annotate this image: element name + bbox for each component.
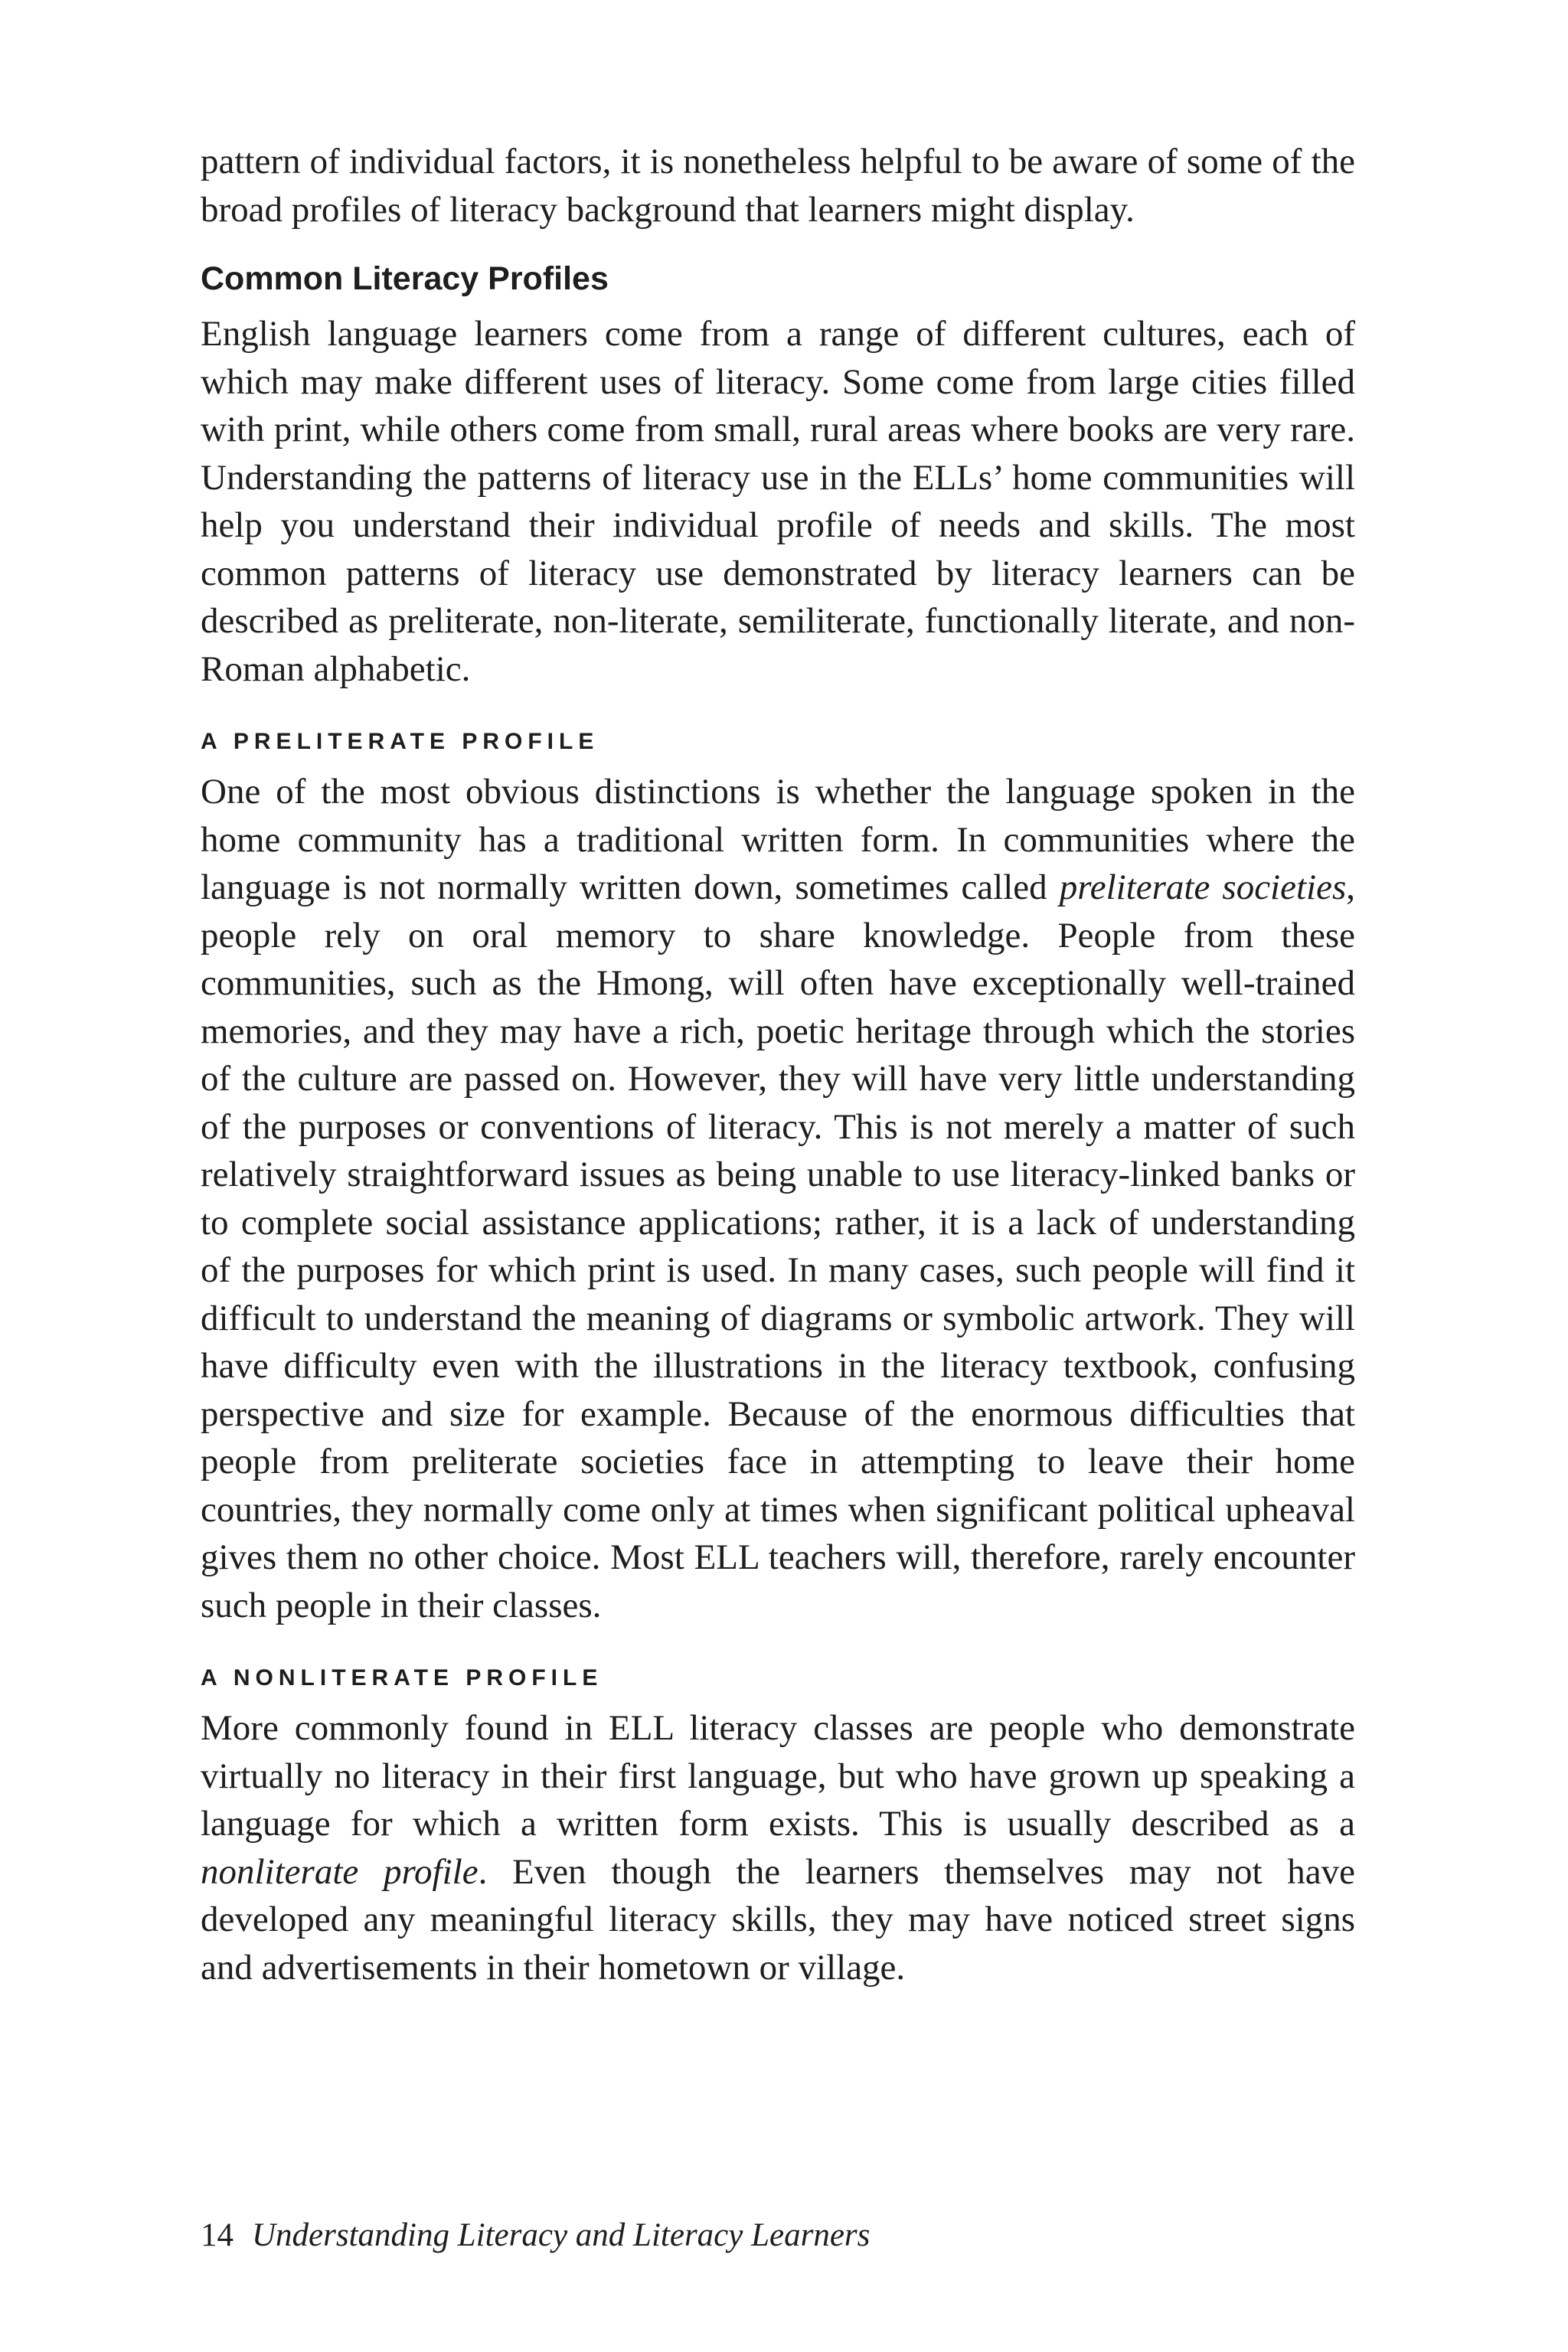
nonliterate-paragraph [201,1704,1355,1991]
nonliterate-heading: A NONLITERATE PROFILE [201,1665,603,1690]
preliterate-heading: A PRELITERATE PROFILE [201,729,599,754]
intro-paragraph: pattern of individual factors, it is nonetheless helpful to be aware of some of the broad profiles of literacy background that learners might display. [201,142,1355,230]
page-body [201,138,1355,1991]
section-paragraph: English language learners come from a range of different cultures, each of which may make different uses of literacy. Some come from large cities filled with print, while others come from small, rural areas where books are very rare. Understanding the patterns of literacy use in the ELLs’ home communities will help you understand their individual profile of needs and skills. The most common patterns of literacy use demonstrated by literacy learners can be described as preliterate, non-literate, semiliterate, functionally literate, and non-Roman alphabetic. [201,314,1355,689]
page-footer [201,2213,870,2259]
preliterate-term: preliterate societies [1059,867,1347,907]
preliterate-text-start: One of the most obvious distinctions is whether the language spoken in the home community has a traditional written form. In communities where the language is not normally written down, sometimes called [201,772,1355,907]
running-title: Understanding Literacy and Literacy Learners [252,2217,871,2253]
section-heading: Common Literacy Profiles [201,260,609,297]
preliterate-paragraph [201,768,1355,1629]
nonliterate-term: nonliterate profile [201,1851,479,1892]
nonliterate-text-start: More commonly found in ELL literacy classes are people who demonstrate virtually no literacy in their first language, but who have grown up speaking a language for which a written form exists. This is usually described as a [201,1708,1355,1844]
page-number: 14 [201,2217,234,2253]
nonliterate-text-end: . Even though the learners themselves may not have developed any meaningful literacy skills, they may have noticed street signs and advertisements in their hometown or village. [201,1851,1355,1988]
preliterate-text-end: , people rely on oral memory to share knowledge. People from these communities, such as the Hmong, will often have exceptionally well-trained memories, and they may have a rich, poetic heritage through which the stories of the culture are passed on. However, they will have very little understanding of the purposes or conventions of literacy. This is not merely a matter of such relatively straightforward issues as being unable to use literacy-linked banks or to complete social assistance applications; rather, it is a lack of understanding of the purposes for which print is used. In many cases, such people will find it difficult to understand the meaning of diagrams or symbolic artwork. They will have difficulty even with the illustrations in the literacy textbook, confusing perspective and size for example. Because of the enormous difficulties that people from preliterate societies face in attempting to leave their home countries, they normally come only at times when significant political upheaval gives them no other choice. Most ELL teachers will, therefore, rarely encounter such people in their classes. [201,867,1355,1625]
